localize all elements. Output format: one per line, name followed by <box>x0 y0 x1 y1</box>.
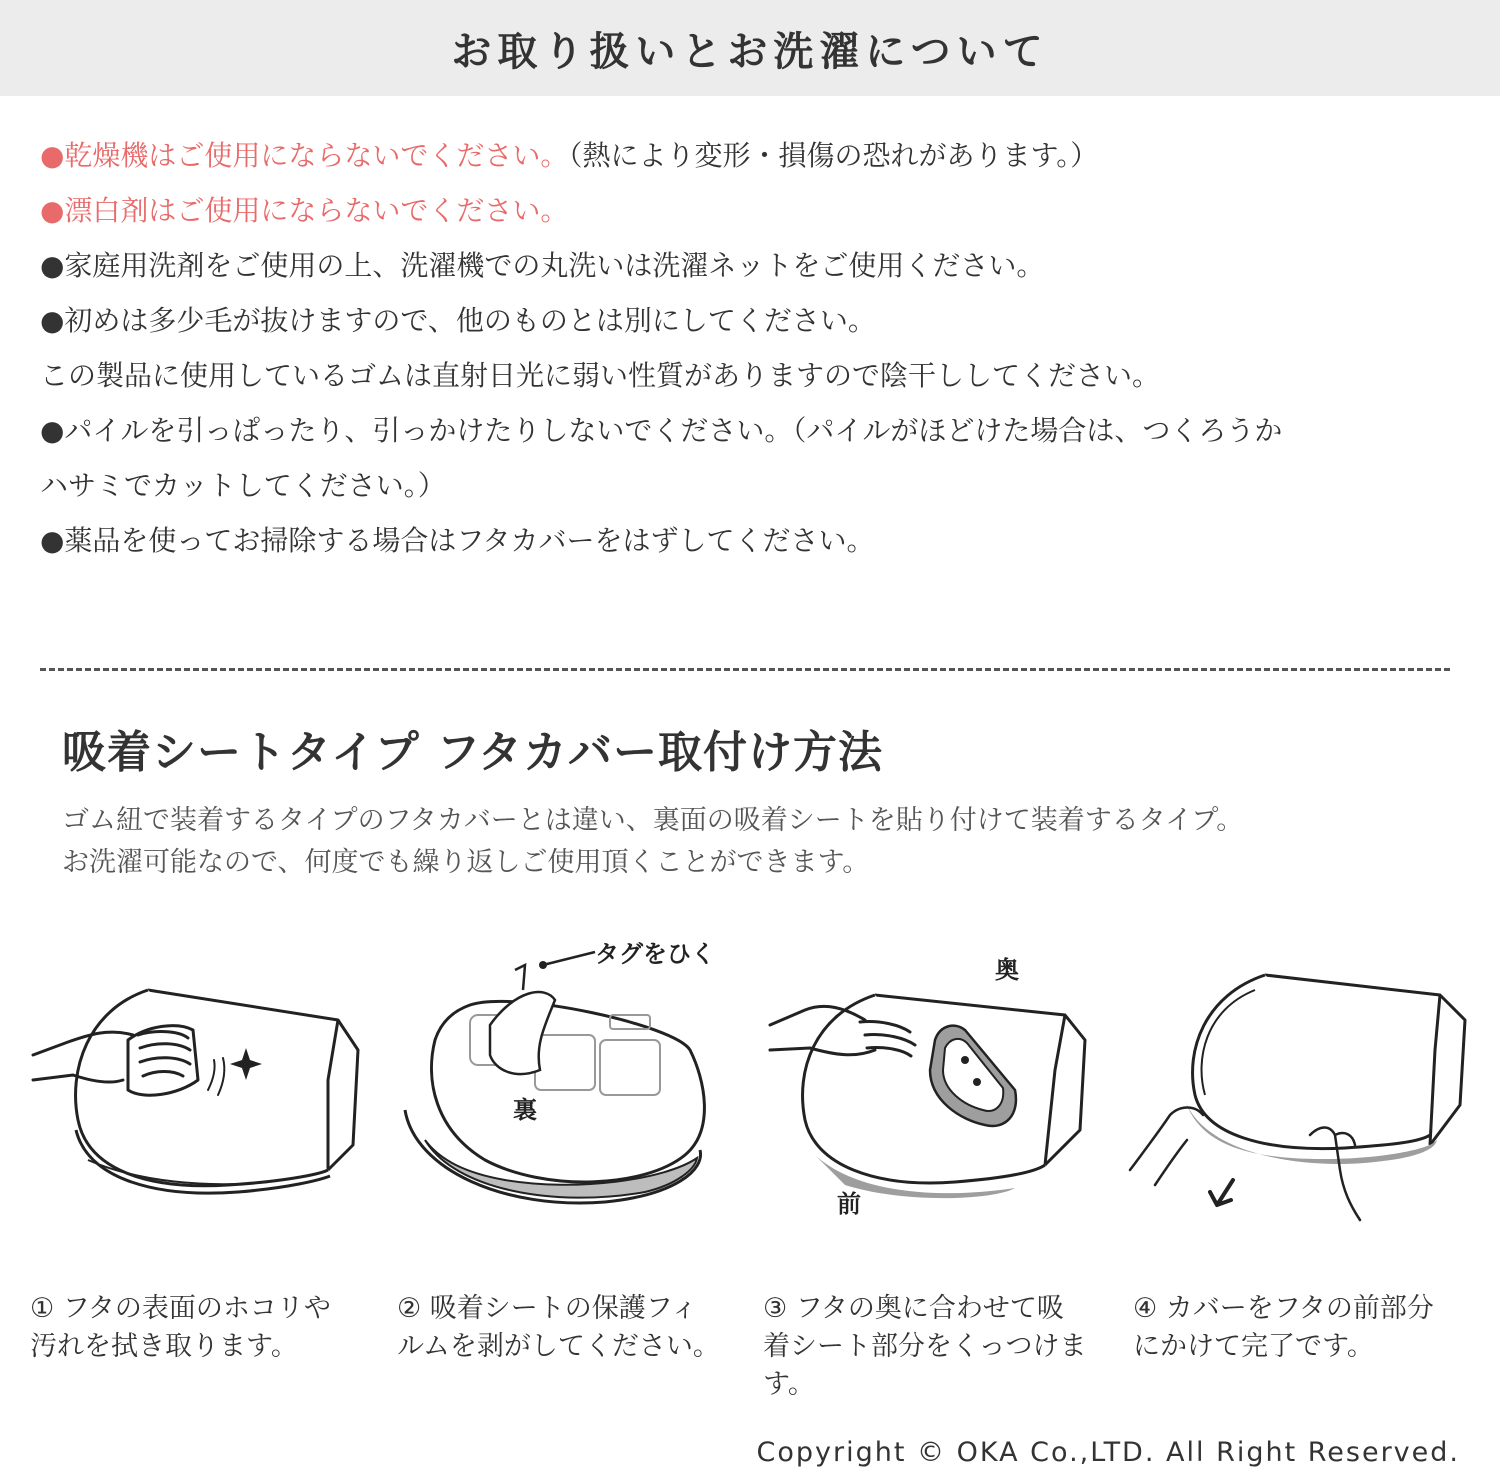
description-line: お洗濯可能なので、何度でも繰り返しご使用頂くことができます。 <box>62 847 870 878</box>
care-note: この製品に使用しているゴムは直射日光に弱い性質がありますので陰干ししてください。 <box>40 359 1161 392</box>
step3-illustration <box>765 930 1105 1230</box>
care-note: ●パイルを引っぱったり、引っかけたりしないでください。（パイルがほどけた場合は、つくろうか <box>40 414 1283 447</box>
care-note: ハサミでカットしてください。） <box>40 469 446 502</box>
step3-caption <box>763 1290 1103 1404</box>
step2-illustration <box>395 930 735 1230</box>
care-note: ●家庭用洗剤をご使用の上、洗濯機での丸洗いは洗濯ネットをご使用ください。 <box>40 249 1045 282</box>
step1-caption <box>30 1290 370 1366</box>
step1-illustration <box>28 930 368 1230</box>
care-item-bleach <box>40 183 1470 238</box>
installation-steps <box>0 930 1500 1230</box>
care-note: ●薬品を使ってお掃除する場合はフタカバーをはずしてください。 <box>40 524 875 557</box>
care-note: ●初めは多少毛が抜けますので、他のものとは別にしてください。 <box>40 304 876 337</box>
care-item-rubber <box>40 348 1470 403</box>
care-item-chemicals <box>40 513 1470 568</box>
section-title: 吸着シートタイプ フタカバー取付け方法 <box>62 727 884 778</box>
care-note: （熱により変形・損傷の恐れがあります。） <box>568 139 1099 172</box>
rear-label: 奥 <box>995 956 1019 984</box>
care-warning: ●漂白剤はご使用にならないでください。 <box>40 194 569 227</box>
copyright: Copyright © OKA Co.,LTD. All Right Reserved. <box>756 1437 1460 1468</box>
caption-line: ② 吸着シートの保護フィ <box>397 1293 698 1324</box>
caption-line: ルムを剥がしてください。 <box>397 1331 720 1362</box>
care-item-dryer <box>40 128 1470 183</box>
step4-caption <box>1133 1290 1473 1366</box>
caption-line: にかけて完了です。 <box>1133 1331 1374 1362</box>
dashed-divider <box>40 668 1450 671</box>
care-item-pile <box>40 403 1470 458</box>
section-description <box>62 800 1243 884</box>
care-item-pile-cont <box>40 458 1470 513</box>
care-instructions <box>40 128 1470 568</box>
step4-illustration <box>1125 930 1475 1230</box>
caption-line: 汚れを拭き取ります。 <box>30 1331 298 1362</box>
step2-caption <box>397 1290 737 1366</box>
care-item-detergent <box>40 238 1470 293</box>
front-label: 前 <box>837 1190 861 1218</box>
back-side-label: 裏 <box>513 1096 537 1124</box>
caption-line: ④ カバーをフタの前部分 <box>1133 1293 1434 1324</box>
caption-line: ① フタの表面のホコリや <box>30 1293 331 1324</box>
page-title: お取り扱いとお洗濯について <box>451 28 1049 75</box>
description-line: ゴム紐で装着するタイプのフタカバーとは違い、裏面の吸着シートを貼り付けて装着するタイプ。 <box>62 805 1244 836</box>
caption-line: す。 <box>763 1369 815 1400</box>
care-warning: ●乾燥機はご使用にならないでください。 <box>40 139 569 172</box>
caption-line: 着シート部分をくっつけま <box>763 1331 1087 1362</box>
caption-line: ③ フタの奥に合わせて吸 <box>763 1293 1064 1324</box>
header-band <box>0 0 1500 96</box>
tag-label: タグをひく <box>595 940 715 968</box>
care-item-shedding <box>40 293 1470 348</box>
